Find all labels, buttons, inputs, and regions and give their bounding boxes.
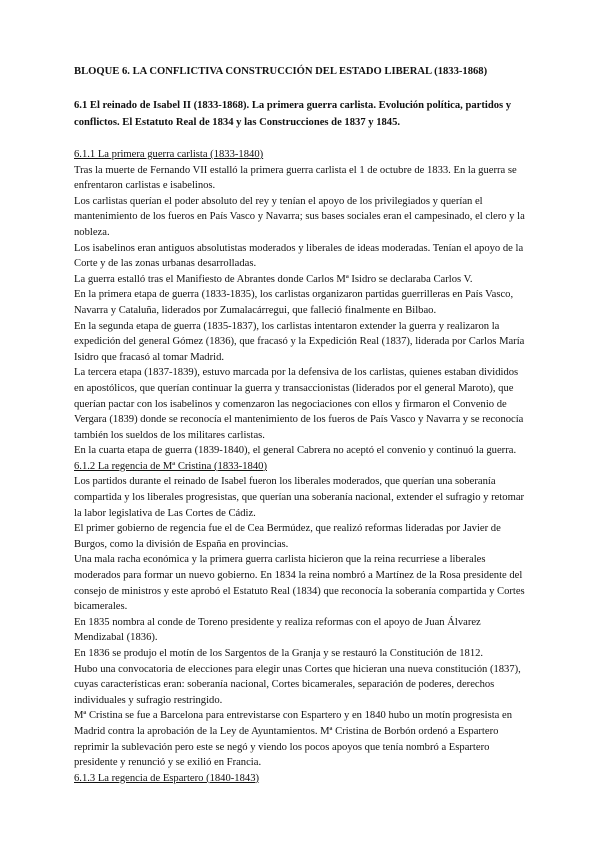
paragraph: En la segunda etapa de guerra (1835-1837), los carlistas intentaron extender la guerra y realizaron la expedición del general Gómez (1836), que fracasó y la Expedición Real (1837), liderada por Carlos María Isidro que fracasó al tomar Madrid. xyxy=(74,320,525,363)
paragraph: En la primera etapa de guerra (1833-1835), los carlistas organizaron partidas guerrilleras en País Vasco, Navarra y Cataluña, liderados por Zumalacárregui, que falleció finalmente en Bilbao. xyxy=(74,289,514,316)
paragraph: Mª Cristina se fue a Barcelona para entrevistarse con Espartero y en 1840 hubo un motín progresista en Madrid contra la aprobación de la Ley de Ayuntamientos. Mª Cristina de Borbón ordenó a Espartero reprimir la sublevación pero este se negó y viendo los pocos apoyos que tenía nombró a Espartero presidente y renunció y se exilió en Francia. xyxy=(74,710,513,769)
paragraph: En 1836 se produjo el motín de los Sargentos de la Granja y se restauró la Constitución de 1812. xyxy=(74,648,484,659)
paragraph: Hubo una convocatoria de elecciones para elegir unas Cortes que hicieran una nueva constitución (1837), cuyas características eran: soberanía nacional, Cortes bicamerales, separación de poderes, derechos individuales y sufragio restringido. xyxy=(74,663,521,706)
document-page xyxy=(74,64,526,786)
paragraph: Una mala racha económica y la primera guerra carlista hicieron que la reina recurriese a liberales moderados para formar un nuevo gobierno. En 1834 la reina nombró a Martínez de la Rosa presidente del consejo de ministros y este aprobó el Estatuto Real (1834) que reconocía la soberanía compartida y Cortes bicamerales. xyxy=(74,554,525,613)
paragraph: Los partidos durante el reinado de Isabel fueron los liberales moderados, que querían una soberanía compartida y los liberales progresistas, que querían una soberanía nacional, extender el sufragio y retomar la labor legislativa de Las Cortes de Cádiz. xyxy=(74,476,525,519)
paragraph: Tras la muerte de Fernando VII estalló la primera guerra carlista el 1 de octubre de 1833. En la guerra se enfrentaron carlistas e isabelinos. xyxy=(74,164,517,192)
paragraph: En la cuarta etapa de guerra (1839-1840), el general Cabrera no aceptó el convenio y continuó la guerra. xyxy=(74,445,517,457)
section-heading-regencia-cristina: 6.1.2 La regencia de Mª Cristina (1833-1840) xyxy=(74,460,267,472)
document-subtitle: 6.1 El reinado de Isabel II (1833-1868). La primera guerra carlista. Evolución política, partidos y conflictos. El Estatuto Real de 1834 y las Construcciones de 1837 y 1845. xyxy=(74,100,512,128)
paragraph: En 1835 nombra al conde de Toreno presidente y realiza reformas con el apoyo de Juan Álvarez Mendizabal (1836). xyxy=(74,616,481,644)
paragraph: Los carlistas querían el poder absoluto del rey y tenían el apoyo de los privilegiados y querían el mantenimiento de los fueros en País Vasco y Navarra; sus bases sociales eran el campesinado, el clero y la nobleza. xyxy=(74,195,525,238)
paragraph: El primer gobierno de regencia fue el de Cea Bermúdez, que realizó reformas lideradas por Javier de Burgos, como la división de España en provincias. xyxy=(74,523,501,550)
section-heading-primera-guerra: 6.1.1 La primera guerra carlista (1833-1840) xyxy=(74,149,264,160)
paragraph: Los isabelinos eran antiguos absolutistas moderados y liberales de ideas moderadas. Tenían el apoyo de la Corte y de las zonas urbanas desarrolladas. xyxy=(74,242,524,270)
paragraph: La tercera etapa (1837-1839), estuvo marcada por la defensiva de los carlistas, quienes estaban divididos en apostólicos, que querían continuar la guerra y transaccionistas (liderados por el general Maroto), que querían pactar con los isabelinos y comenzaron las negociaciones con ellos y firmaron el Convenio de Vergara (1839) donde se reconocía el mantenimiento de los fueros de País Vasco y Navarra y se reconocía también los sueldos de los militares carlistas. xyxy=(74,367,524,441)
paragraph: La guerra estalló tras el Manifiesto de Abrantes donde Carlos Mª Isidro se declaraba Carlos V. xyxy=(74,273,473,285)
section-heading-regencia-espartero: 6.1.3 La regencia de Espartero (1840-1843) xyxy=(74,772,260,784)
document-title: BLOQUE 6. LA CONFLICTIVA CONSTRUCCIÓN DEL ESTADO LIBERAL (1833-1868) xyxy=(74,66,488,77)
